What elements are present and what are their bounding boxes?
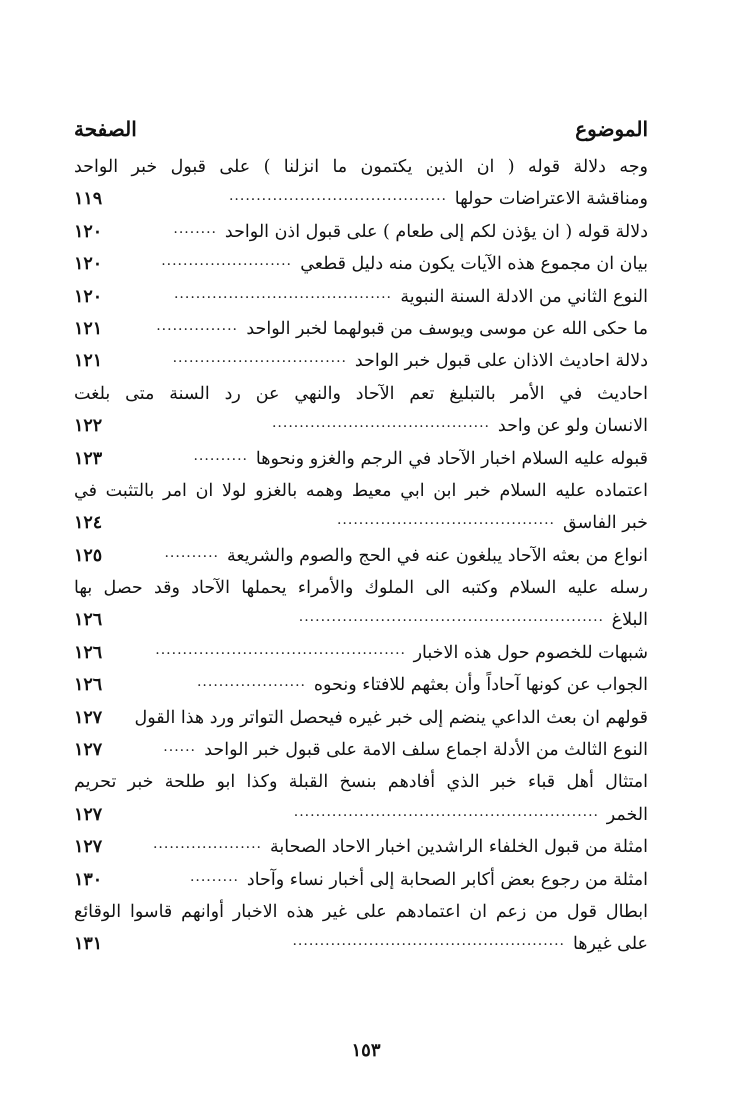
toc-page-number: ١١٩ [74,189,103,210]
toc-entry-text: اعتماده عليه السلام خبر ابن ابي معيط وهمه بالغزو لولا ان امر بالتثبت في [74,480,648,501]
toc-entry [74,929,648,961]
toc-entry-text: ومناقشة الاعتراضات حولها [454,189,648,210]
topic-heading: الموضوع [575,117,648,141]
toc-leader-dots: ........................................ [228,188,447,205]
toc-entry-text: ما حكى الله عن موسى ويوسف من قبولهما لخبر الواحد [246,318,648,339]
toc-entry-text: قبوله عليه السلام اخبار الآحاد في الرجم والغزو ونحوها [255,448,648,469]
toc-leader-dots: ......... [189,868,239,885]
toc-leader-dots: ........................................ [173,285,392,302]
toc-leader-dots: ........ [173,220,217,237]
toc-entry [74,541,648,573]
toc-leader-dots: .......... [193,447,248,464]
toc-page-number: ١٣٠ [74,869,103,890]
toc-entry-text: امثلة من قبول الخلفاء الراشدين اخبار الاحاد الصحابة [270,837,648,858]
toc-entry [74,184,648,216]
toc-page-number: ١٢٥ [74,545,103,566]
toc-entry [74,703,648,735]
toc-entry [74,573,648,605]
toc-page-number: ١٢٦ [74,610,103,631]
toc-entry [74,605,648,637]
toc-entry-text: خبر الفاسق [563,513,648,534]
toc-entry [74,379,648,411]
toc-entry [74,282,648,314]
toc-entry [74,508,648,540]
page-number: ١٥٣ [351,1040,381,1061]
toc-entry-text: انواع من بعثه الآحاد يبلغون عنه في الحج والصوم والشريعة [226,545,648,566]
toc-entry [74,832,648,864]
toc-entry-text: رسله عليه السلام وكتبه الى الملوك والأمراء يحملها الآحاد وقد حصل بها [74,578,648,599]
toc-leader-dots: ............... [156,317,238,334]
toc-entry-text: البلاغ [611,610,648,631]
toc-entry [74,249,648,281]
toc-page-number: ١٢٧ [74,707,103,728]
toc-entry [74,346,648,378]
toc-page-number: ١٢٤ [74,513,103,534]
toc-entry-text: الخمر [606,804,648,825]
toc-entry-text: الجواب عن كونها آحاداً وأن بعثهم للافتاء ونحوه [313,675,648,696]
toc-entry-text: النوع الثالث من الأدلة اجماع سلف الامة على قبول خبر الواحد [204,740,648,761]
toc-entry [74,638,648,670]
toc-entry [74,314,648,346]
toc-page-number: ١٢٧ [74,804,103,825]
toc-entry-text: ابطال قول من زعم ان اعتمادهم على غير هذه الاخبار أوانهم قاسوا الوقائع [74,901,648,922]
toc-entry-text: دلالة قوله ( ان يؤذن لكم إلى طعام ) على قبول اذن الواحد [224,221,648,242]
toc-entry [74,767,648,799]
toc-entry [74,865,648,897]
toc-entry [74,444,648,476]
toc-entry-text: امتثال أهل قباء خبر الذي أفادهم بنسخ القبلة وكذا ابو طلحة خبر تحريم [74,772,648,793]
toc-leader-dots: ................................ [172,350,347,367]
toc-leader-dots: .............................................. [155,641,406,658]
toc-leader-dots: ........................................................ [298,609,604,626]
toc-entry [74,735,648,767]
toc-entry-text: على غيرها [572,934,648,955]
toc-page-number: ١٣١ [74,934,103,955]
toc-page-number: ١٢١ [74,351,103,372]
toc-leader-dots: ........................................................ [293,803,599,820]
toc-entry-text: الانسان ولو عن واحد [497,416,648,437]
toc-page-number: ١٢٧ [74,837,103,858]
toc-page-number: ١٢٣ [74,448,103,469]
page-heading: الصفحة [74,117,137,141]
toc-page-number: ١٢٠ [74,221,103,242]
toc-entry [74,897,648,929]
toc-leader-dots: .................................................. [292,933,565,950]
toc-leader-dots: ...... [163,739,196,756]
toc-page-number: ١٢١ [74,318,103,339]
toc-page-number: ١٢٦ [74,642,103,663]
table-of-contents [74,152,648,962]
toc-leader-dots: ........................................ [336,512,555,529]
toc-entry-text: احاديث في الأمر بالتبليغ تعم الآحاد والنهي عن رد السنة متى بلغت [74,383,648,404]
toc-entry [74,670,648,702]
toc-entry-text: دلالة احاديث الاذان على قبول خبر الواحد [354,351,648,372]
toc-entry [74,476,648,508]
toc-entry [74,800,648,832]
toc-entry-text: بيان ان مجموع هذه الآيات يكون منه دليل قطعي [300,254,648,275]
toc-page-number: ١٢٦ [74,675,103,696]
toc-leader-dots: .................... [196,674,306,691]
toc-entry-text: وجه دلالة قوله ( ان الذين يكتمون ما انزلنا ) على قبول خبر الواحد [74,157,648,177]
toc-entry-text: شبهات للخصوم حول هذه الاخبار [413,642,648,663]
toc-entry-text: النوع الثاني من الادلة السنة النبوية [400,286,648,307]
toc-entry-text: امثلة من رجوع بعض أكابر الصحابة إلى أخبار نساء وآحاد [246,869,648,890]
toc-page-number: ١٢٧ [74,740,103,761]
toc-leader-dots: .................... [152,836,262,853]
toc-page-number: ١٢٠ [74,286,103,307]
toc-page-number: ١٢٢ [74,416,103,437]
toc-entry [74,411,648,443]
toc-entry [74,152,648,184]
toc-entry-text: قولهم ان بعث الداعي ينضم إلى خبر غيره فيحصل التواتر ورد هذا القول [134,707,648,728]
toc-entry [74,217,648,249]
toc-page-number: ١٢٠ [74,254,103,275]
toc-leader-dots: .......... [164,544,219,561]
toc-header [74,112,648,146]
toc-leader-dots: ........................................ [271,415,490,432]
toc-leader-dots: ........................ [161,253,292,270]
